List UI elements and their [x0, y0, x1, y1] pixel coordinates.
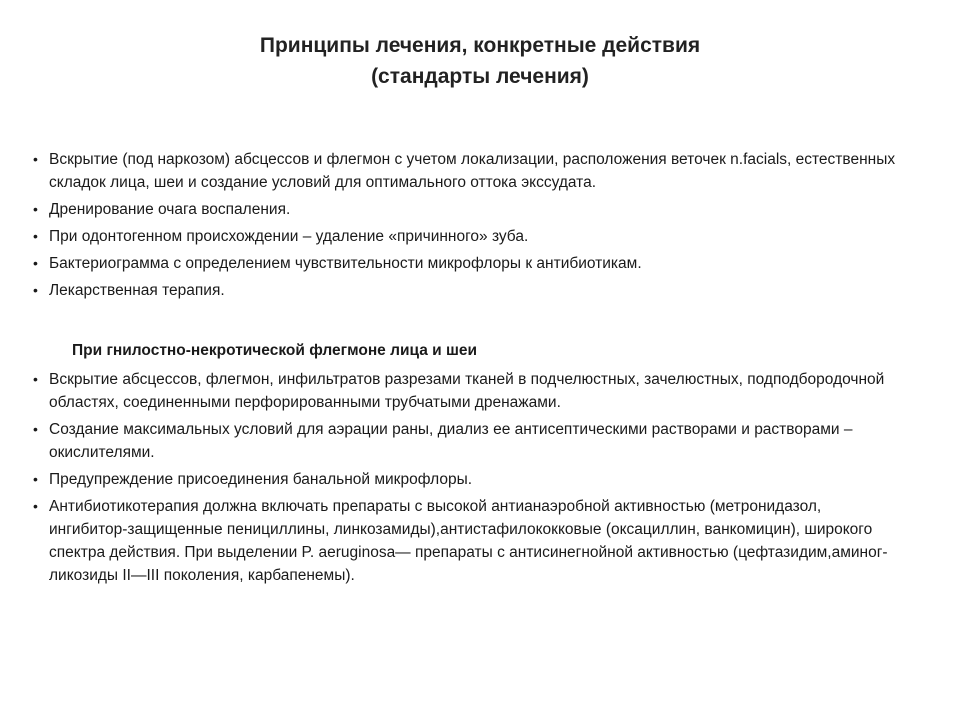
list-item-text: Лекарственная терапия.	[49, 282, 225, 299]
bullet-icon: •	[33, 471, 38, 487]
list-item-text: Вскрытие абсцессов, флегмон, инфильтратов разрезами тканей в подчелюстных, зачелюстных, подподбородочной областях, соединенными перфорированными трубчатыми дренажами.	[49, 371, 885, 411]
list-item-text: При одонтогенном происхождении – удаление «причинного» зуба.	[49, 228, 529, 245]
general-treatment-list	[33, 148, 903, 306]
list-item-text: Предупреждение присоединения банальной микрофлоры.	[49, 471, 473, 488]
list-item	[33, 279, 903, 302]
list-item-text: Бактериограмма с определением чувствительности микрофлоры к антибиотикам.	[49, 255, 642, 272]
necrotic-treatment-list	[33, 368, 903, 591]
list-item	[33, 148, 903, 194]
bullet-icon: •	[33, 371, 38, 387]
bullet-icon: •	[33, 255, 38, 271]
bullet-icon: •	[33, 151, 38, 167]
bullet-icon: •	[33, 421, 38, 437]
list-item-text: Создание максимальных условий для аэрации раны, диализ ее антисептическими растворами и растворами – окислителями.	[49, 421, 853, 461]
list-item	[33, 198, 903, 221]
slide-title-line-1: Принципы лечения, конкретные действия	[259, 34, 701, 57]
list-item	[33, 225, 903, 248]
list-item	[33, 252, 903, 275]
slide-title-line-2: (стандарты лечения)	[371, 65, 589, 88]
list-item	[33, 468, 903, 491]
necrotic-phlegmon-subheading: При гнилостно-некротической флегмоне лица и шеи	[72, 342, 478, 359]
list-item	[33, 418, 903, 464]
bullet-icon: •	[33, 201, 38, 217]
list-item-text: Вскрытие (под наркозом) абсцессов и флегмон с учетом локализации, расположения веточек n.facials, естественных складок лица, шеи и создание условий для оптимального оттока экссудата.	[49, 151, 896, 191]
list-item	[33, 495, 903, 587]
bullet-icon: •	[33, 228, 38, 244]
slide-title	[0, 30, 960, 92]
bullet-icon: •	[33, 498, 38, 514]
bullet-icon: •	[33, 282, 38, 298]
list-item	[33, 368, 903, 414]
list-item-text: Антибиотикотерапия должна включать препараты с высокой антианаэробной активностью (метронидазол, ингибитор-защищенные пенициллины, линкозамиды),антистафилококковые (оксациллин, ванкомицин), широкого спектра действия. При выделении P. aeruginosa— препараты с антисинегнойной активностью (цефтазидим,аминог-ликозиды II—III поколения, карбапенемы).	[49, 498, 888, 584]
list-item-text: Дренирование очага воспаления.	[49, 201, 291, 218]
